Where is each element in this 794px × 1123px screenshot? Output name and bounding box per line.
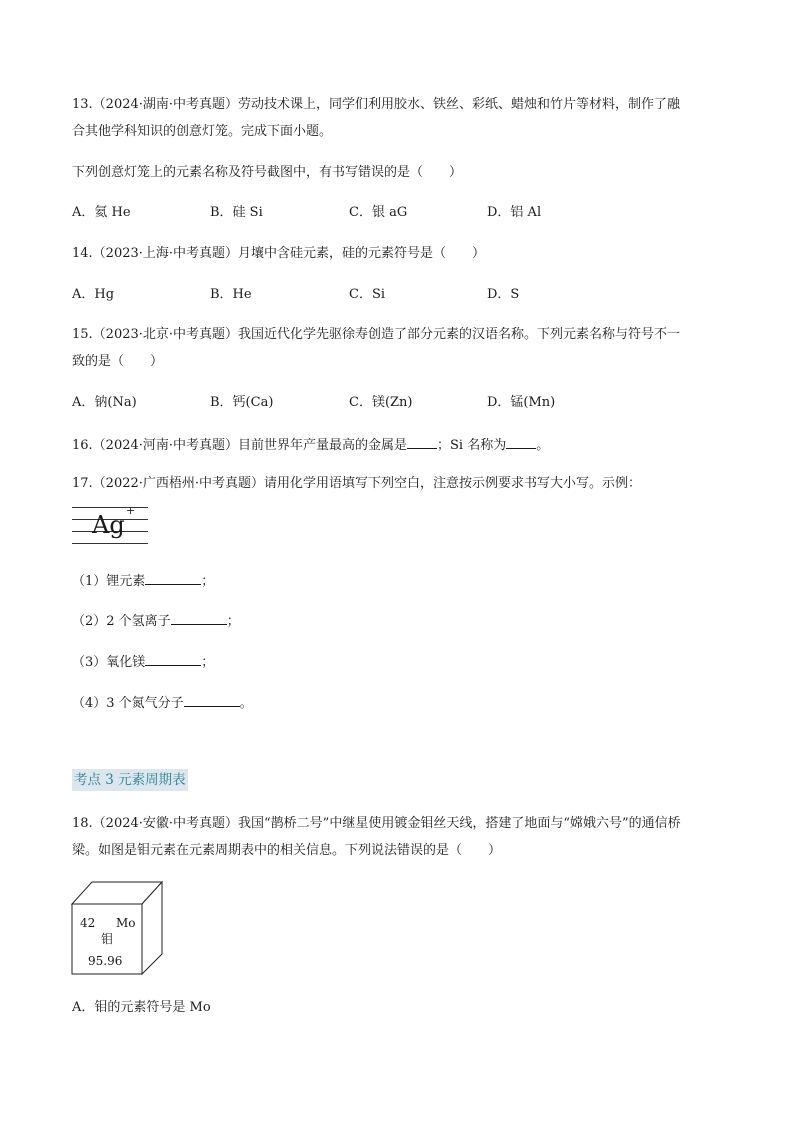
q16-answer-blank-1[interactable] bbox=[407, 434, 437, 449]
example-symbol: Ag bbox=[92, 511, 125, 539]
q17-item-2-end: ； bbox=[226, 614, 240, 629]
periodic-element-cell bbox=[70, 880, 164, 976]
section-heading: 考点 3 元素周期表 bbox=[72, 769, 188, 791]
q15-text-line1: 15.（2023·北京·中考真题）我国近代化学先驱徐寿创造了部分元素的汉语名称。下列元素名称与符号不一 bbox=[72, 327, 681, 342]
q17-item-1-blank[interactable] bbox=[145, 570, 201, 585]
q17-item-4-end: 。 bbox=[239, 696, 253, 711]
q14-option-b: B．He bbox=[210, 287, 252, 302]
element-cell-3d-box bbox=[70, 880, 164, 976]
q13-option-d: D．铝 Al bbox=[487, 205, 542, 220]
q15-text-line2: 致的是（ ） bbox=[72, 354, 164, 369]
q14-option-c: C．Si bbox=[349, 287, 386, 302]
q17-item-1-label: （1）锂元素 bbox=[72, 574, 146, 589]
q16-text bbox=[72, 434, 549, 456]
q17-item-4-blank[interactable] bbox=[184, 692, 240, 707]
q17-item-2-label: （2）2 个氢离子 bbox=[72, 614, 171, 629]
q17-item-3-label: （3）氧化镁 bbox=[72, 655, 146, 670]
q17-item-3-blank[interactable] bbox=[145, 651, 201, 666]
q14-text: 14.（2023·上海·中考真题）月壤中含硅元素，硅的元素符号是（ ） bbox=[72, 246, 486, 261]
q17-item-4 bbox=[72, 692, 253, 714]
element-mass: 95.96 bbox=[88, 954, 123, 968]
q16-answer-blank-2[interactable] bbox=[506, 434, 536, 449]
q13-option-a: A．氦 He bbox=[72, 205, 131, 220]
q17-item-1 bbox=[72, 570, 214, 592]
element-symbol: Mo bbox=[116, 916, 136, 930]
q17-item-3-end: ； bbox=[201, 655, 215, 670]
q14-option-d: D．S bbox=[487, 287, 520, 302]
q13-option-b: B．硅 Si bbox=[210, 205, 263, 220]
q13-stem: 下列创意灯笼上的元素名称及符号截图中，有书写错误的是（ ） bbox=[72, 165, 463, 180]
q16-part3: 。 bbox=[536, 438, 550, 453]
q15-option-b: B．钙(Ca) bbox=[210, 395, 274, 410]
q15-option-d: D．锰(Mn) bbox=[487, 395, 556, 410]
q16-part1: 16.（2024·河南·中考真题）目前世界年产量最高的金属是 bbox=[72, 438, 408, 453]
q14-option-a: A．Hg bbox=[72, 287, 115, 302]
q17-item-1-end: ； bbox=[201, 574, 215, 589]
q18-text-line2: 梁。如图是钼元素在元素周期表中的相关信息。下列说法错误的是（ ） bbox=[72, 843, 502, 858]
element-number: 42 bbox=[80, 916, 96, 930]
q18-option-a: A．钼的元素符号是 Mo bbox=[72, 1000, 211, 1015]
q15-option-c: C．镁(Zn) bbox=[349, 395, 413, 410]
example-ruled-lines bbox=[72, 505, 148, 545]
q16-part2: ；Si 名称为 bbox=[437, 438, 507, 453]
q17-text: 17.（2022·广西梧州·中考真题）请用化学用语填写下列空白，注意按示例要求书写大小写。示例： bbox=[72, 476, 642, 491]
q13-option-c: C．银 aG bbox=[349, 205, 408, 220]
q17-item-3 bbox=[72, 651, 214, 673]
q18-text-line1: 18.（2024·安徽·中考真题）我国“鹊桥二号”中继星使用镀金钼丝天线，搭建了地面与“嫦娥六号”的通信桥 bbox=[72, 816, 681, 831]
q17-item-2-blank[interactable] bbox=[171, 610, 227, 625]
q13-text-line1: 13.（2024·湖南·中考真题）劳动技术课上，同学们利用胶水、铁丝、彩纸、蜡烛和竹片等材料，制作了融 bbox=[72, 97, 681, 112]
element-name: 钼 bbox=[101, 932, 114, 946]
example-charge: + bbox=[126, 504, 136, 517]
q15-option-a: A．钠(Na) bbox=[72, 395, 137, 410]
q17-item-4-label: （4）3 个氮气分子 bbox=[72, 696, 184, 711]
q13-text-line2: 合其他学科知识的创意灯笼。完成下面小题。 bbox=[72, 124, 333, 139]
q17-item-2 bbox=[72, 610, 240, 632]
